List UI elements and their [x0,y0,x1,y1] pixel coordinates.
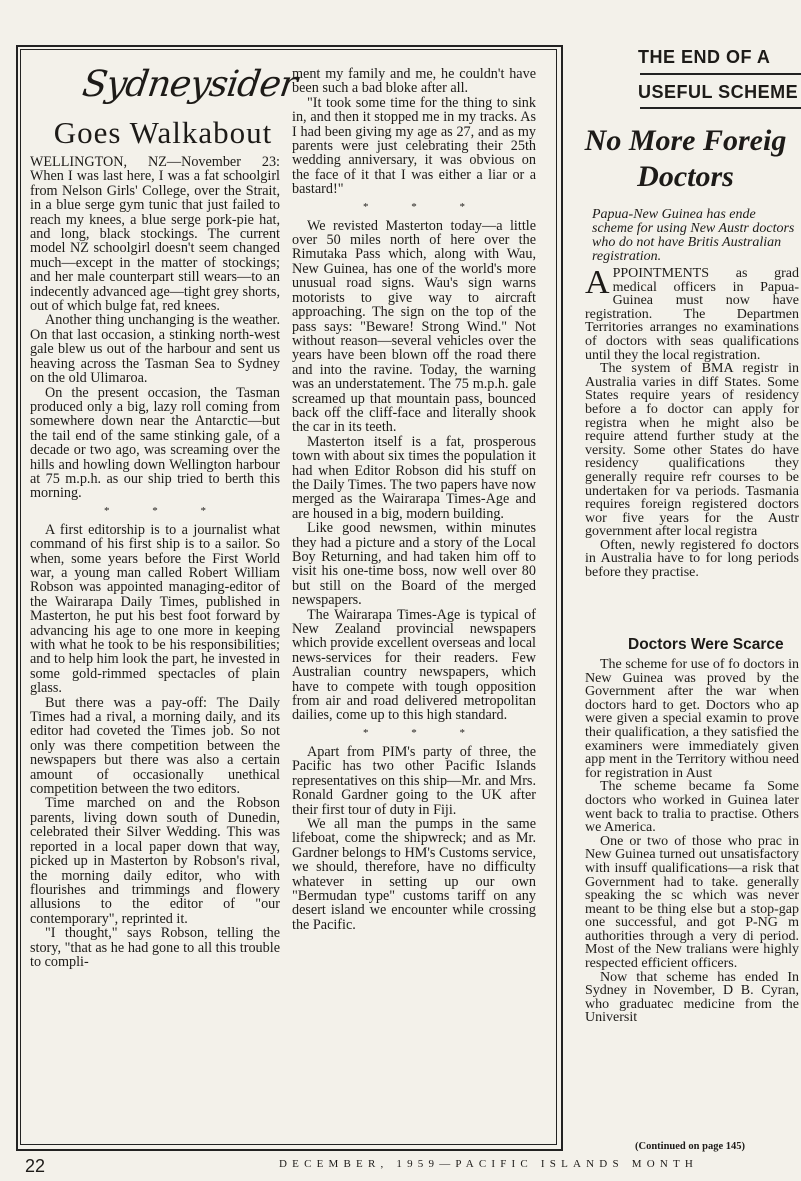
section-break: * * * [104,504,226,517]
paragraph: "I thought," says Robson, telling the story, "that as he had gone to all this trouble to compli- [30,925,280,970]
article-deck: Papua-New Guinea has ende scheme for using New Austr doctors who do not have Britis Australian registration. [592,207,795,264]
section-subhead: Doctors Were Scarce [628,636,784,653]
paragraph: Like good newsmen, within minutes they had a picture and a story of the Local Boy Returning, and had taken him off to visit his one-time boss, now well over 80 but still on the Board of the merged newspapers. [292,520,536,609]
section-break: * * * [363,200,485,213]
paragraph: We all man the pumps in the same lifeboat, come the shipwreck; and as Mr. Gardner belongs to HM's Customs service, we should, therefore, have no difficulty whatever in setting up our own "Bermudan type" customs tariff on any desert island we encounter while crossing the Pacific. [292,815,536,933]
kicker-rule-top [640,73,801,75]
paragraph: Time marched on and the Robson parents, living down south of Dunedin, celebrated their Silver Wedding. This was reported in a local paper down that way, picked up in Masterton by Robson's rival, the morning daily editor, who with flourishes and trimmings and flowery allusions to the editor of "our contemporary", reprinted it. [30,795,280,927]
paragraph: The scheme became fa Some doctors who worked in Guinea later went back to tralia to practise. Others we America. [585,779,799,836]
paragraph: We revisted Masterton today—a little over 50 miles north of here over the Rimutaka Pass which, along with Wau, New Guinea, has one of the world's more unusual road signs. Wau's sign warns motorists to give way to aircraft approaching. The sign on the top of the pass says: "Beware! Strong Wind." Not without reason—several vehicles over the years have been blown off the road there and into the ravine. Today, the warning was an understatement. The 75 m.p.h. gale screamed up that mountain pass, bounced back off the cliff-face and literally shook the car in its teeth. [292,217,536,436]
paragraph: One or two of those who prac in New Guinea turned out unsatisfactory with insuff qualifications—a risk that Government had to take. generally speaking the sc which was never meant to be thing else but a stop-gap one successful, and got P-NG m authorities through a very di period. Most of the New tralians were highly respected efficient officers. [585,833,799,972]
paragraph: On the present occasion, the Tasman produced only a big, lazy roll coming from somewhere down near the Antarctic—but the tail end of the same stinking gale, of a decade or two ago, was screaming over the hills and howling down Wellington harbour at 75 m.p.h. as our ship tried to berth this morning. [30,384,280,502]
paragraph: PPOINTMENTS as grad medical officers in Papua-Guinea must now have registration. The Departmen Territories arranges no examinations of doctors with seas qualifications until they the local registration. [585,266,799,363]
paragraph: Apart from PIM's party of three, the Pacific has two other Pacific Islands representatives on this ship—Mr. and Mrs. Ronald Gardner going to the UK after their first tour of duty in Fiji. [292,743,536,818]
column-three-bottom [585,658,799,1025]
kicker-line-1: THE END OF A [638,47,771,67]
paragraph: ment my family and me, he couldn't have been such a bad bloke after all. [292,66,536,97]
paragraph: Now that scheme has ended In Sydney in November, D B. Cyran, who graduatec medicine from the Universit [585,969,799,1026]
column-two [292,67,536,932]
kicker-rule-bottom [640,107,801,109]
kicker-line-2: USEFUL SCHEME [638,82,799,102]
article-headline: Goes Walkabout [53,115,273,150]
section-break: * * * [363,726,485,739]
paragraph: Masterton itself is a fat, prosperous town with about six times the population it had when Editor Robson did his stuff on the Daily Times. The two papers have now merged as the Wairarapa Times-Age and are housed in a big, modern building. [292,433,536,522]
paragraph: The system of BMA registr in Australia varies in diff States. Some States require years of residency before a fo doctor can apply for registra when he might also be require attend further study at the versity. Some other States do have residency qualifications they generally require refr courses to be undertaken for va periods. Tasmania requires foreign registered doctors wor five years for the Austr government after local registra [585,361,799,540]
article-title-line-2: Doctors [637,160,734,193]
page-number: 22 [25,1156,46,1176]
paragraph: Often, newly registered fo doctors in Australia have to for long periods before they practise. [585,537,799,581]
column-three-top [585,264,799,581]
drop-cap: A [585,264,610,301]
column-one [30,155,280,969]
paragraph: The Wairarapa Times-Age is typical of New Zealand provincial newspapers which provide excellent overseas and local news-services for their readers. Few Australian country newspapers, which have to compete with tough opposition from air and road delivered metropolitan dailies, come up to this high standard. [292,606,536,724]
paragraph: A first editorship is to a journalist what command of his first ship is to a sailor. So when, some years before the First World war, a young man called Robert William Robson was appointed managing-editor of the Wairarapa Daily Times, published in Masterton, he put his best foot forward by advancing his age to one more in keeping with what he took to be his responsibilities; and to help him look the part, he invested in some gold-rimmed spectacles of plain glass. [30,521,280,697]
article-title-line-1: No More Foreig [584,124,787,157]
paragraph: WELLINGTON, NZ—November 23: When I was last here, I was a fat schoolgirl from Nelson Girls' College, over the Strait, in a blue serge gym tunic that just failed to reach my knees, a blue serge pork-pie hat, and long, black stockings. The current model NZ schoolgirl doesn't seem changed much—except in the matter of stockings; and her male counterpart still wears—to an indecently advanced age—tight grey shorts, out of which bulge fat, red knees. [30,154,280,315]
page-footer: DECEMBER, 1959—PACIFIC ISLANDS MONTH [279,1158,699,1170]
paragraph: Another thing unchanging is the weather. On that last occasion, a stinking north-west gale blew us out of the harbour and sent us heaving across the Tasman Sea to Sydney on the old Ulimaroa. [30,312,280,387]
paragraph: The scheme for use of fo doctors in New Guinea was proved by the Government after the war when doctors hard to get. Doctors who ap were given a special examin to prove their qualification, a they satisfied the examiners were immediately given app ment in the Territory withou need for registration in Aust [585,657,799,781]
continued-note: (Continued on page 145) [635,1141,745,1152]
column-logo: Sydneysider [79,64,300,105]
paragraph: "It took some time for the thing to sink in, and then it stopped me in my tracks. As I had been giving my age as 27, and as my parents were just celebrating their 25th wedding anniversary, it was obvious on the face of it that I was either a liar or a bastard!" [292,94,536,198]
paragraph: But there was a pay-off: The Daily Times had a rival, a morning daily, and its editor had coveted the Times job. So not only was there competition between the newspapers but there was also a certain amount of occasionally unethical competition between the two editors. [30,694,280,798]
